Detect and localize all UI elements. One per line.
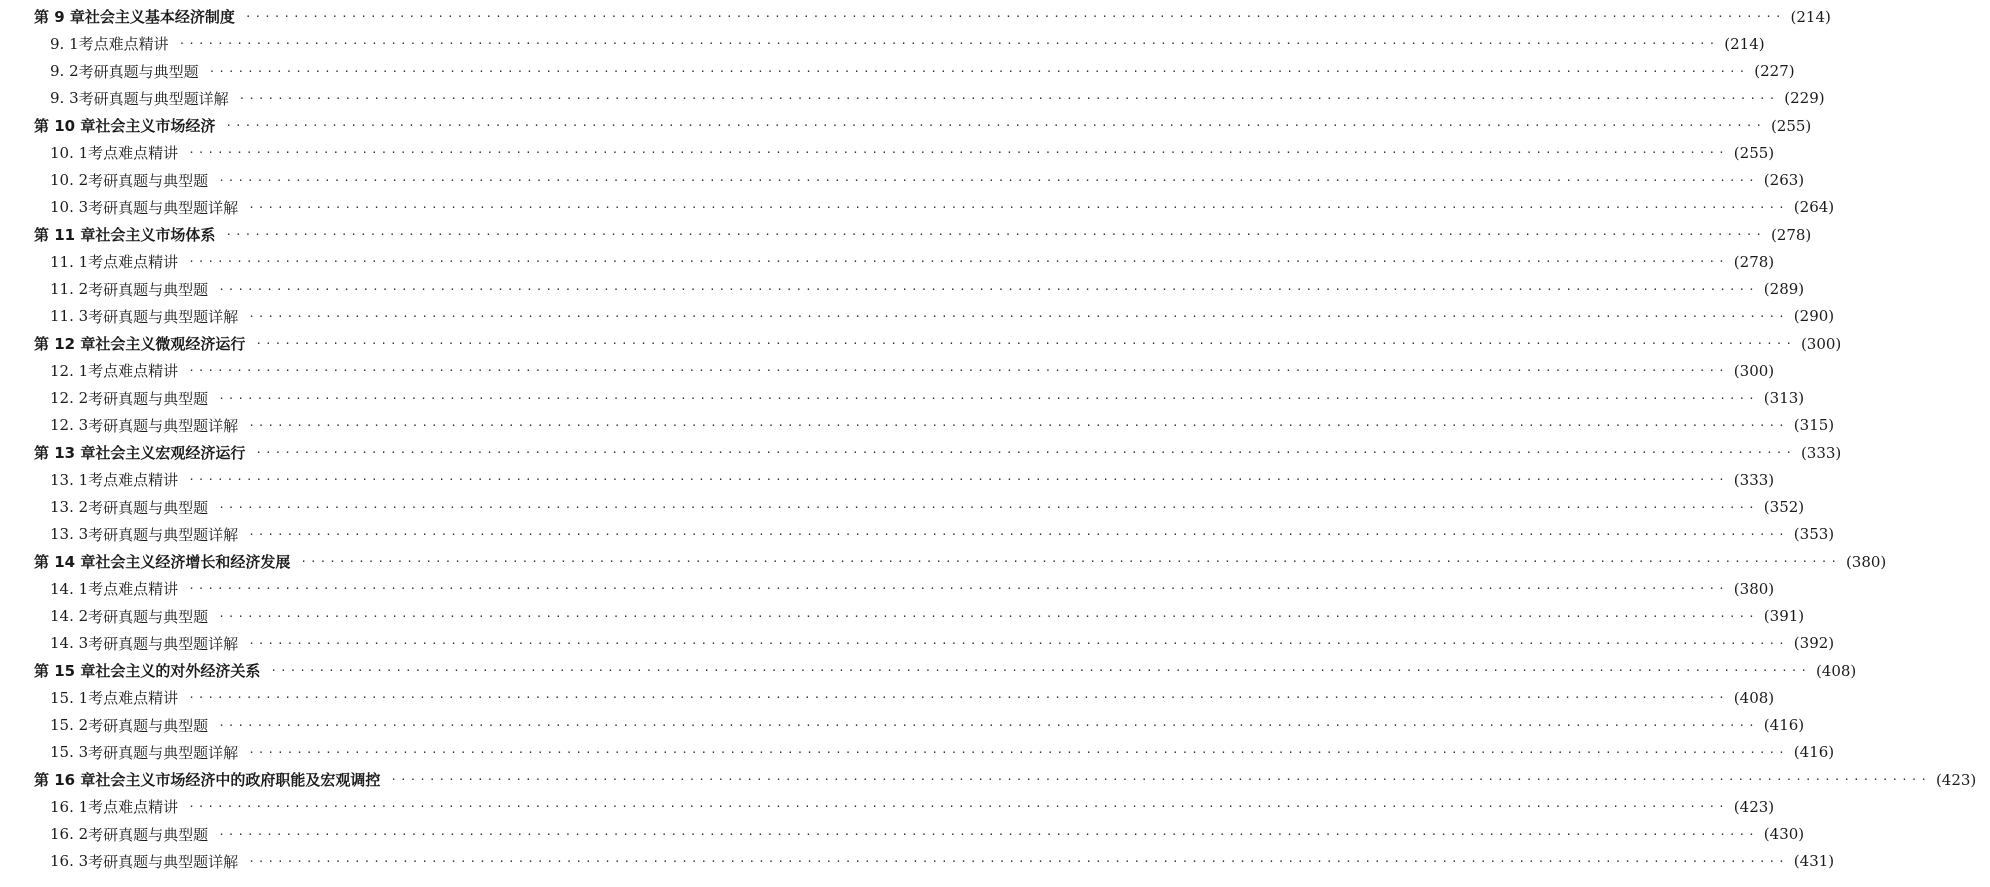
toc-section-entry[interactable] [0, 575, 1775, 602]
section-title: 考研真题与典型题 [78, 62, 199, 81]
chapter-title: 社会主义宏观经济运行 [95, 444, 246, 463]
dot-leader: ································································································································································ [225, 228, 1765, 242]
page-number: (391) [1763, 607, 1805, 626]
section-title: 考研真题与典型题 [88, 716, 209, 735]
chapter-title: 社会主义基本经济制度 [84, 8, 235, 27]
chapter-number: 第 11 章 [34, 226, 96, 245]
page-number: (353) [1793, 525, 1835, 544]
page-number: (227) [1754, 62, 1795, 81]
page-number: (278) [1733, 252, 1775, 271]
dot-leader: ································································································································································ [390, 773, 1930, 787]
dot-leader: ································································································································································ [248, 200, 1788, 214]
dot-leader: ································································································································································ [300, 555, 1840, 569]
page-number: (289) [1763, 280, 1805, 299]
page-number: (392) [1793, 634, 1835, 653]
page-number: (408) [1815, 661, 1857, 680]
page-number: (229) [1784, 89, 1825, 108]
page-number: (290) [1793, 307, 1835, 326]
toc-chapter-entry[interactable] [0, 657, 1857, 684]
section-number: 13. 1 [50, 470, 89, 489]
toc-chapter-entry[interactable] [0, 330, 1842, 357]
dot-leader: ································································································································································ [255, 337, 1795, 351]
section-title: 考研真题与典型题详解 [88, 525, 239, 544]
toc-section-entry[interactable] [0, 412, 1835, 439]
section-title: 考研真题与典型题详解 [88, 416, 239, 435]
section-number: 10. 2 [50, 171, 89, 190]
dot-leader: ································································································································································ [188, 691, 1728, 705]
dot-leader: ································································································································································ [248, 854, 1788, 868]
section-number: 14. 1 [50, 579, 89, 598]
section-title: 考研真题与典型题 [88, 607, 209, 626]
page-number: (431) [1793, 852, 1835, 871]
dot-leader: ································································································································································ [218, 718, 1758, 732]
chapter-number: 第 13 章 [34, 444, 96, 463]
chapter-number: 第 16 章 [34, 771, 96, 790]
section-title: 考点难点精讲 [88, 580, 179, 599]
dot-leader: ································································································································································ [225, 119, 1765, 133]
dot-leader: ································································································································································ [178, 37, 1719, 51]
section-title: 考研真题与典型题详解 [88, 307, 239, 326]
toc-chapter-entry[interactable] [0, 766, 1977, 793]
page-number: (278) [1770, 225, 1812, 244]
toc-section-entry[interactable] [0, 466, 1775, 493]
chapter-number: 第 10 章 [34, 117, 96, 136]
toc-section-entry[interactable] [0, 85, 1825, 112]
section-number: 15. 3 [50, 743, 89, 762]
toc-section-entry[interactable] [0, 194, 1835, 221]
chapter-number: 第 9 章 [34, 8, 85, 27]
toc-chapter-entry[interactable] [0, 112, 1812, 139]
page-number: (264) [1793, 198, 1835, 217]
page-number: (380) [1845, 552, 1887, 571]
section-title: 考研真题与典型题详解 [78, 89, 229, 108]
section-number: 9. 2 [50, 62, 79, 81]
dot-leader: ································································································································································ [270, 664, 1810, 678]
section-title: 考研真题与典型题 [88, 825, 209, 844]
chapter-title: 社会主义市场经济 [95, 117, 216, 136]
dot-leader: ································································································································································ [248, 527, 1788, 541]
dot-leader: ································································································································································ [255, 446, 1795, 460]
section-number: 12. 1 [50, 361, 89, 380]
section-number: 14. 2 [50, 607, 89, 626]
dot-leader: ································································································································································ [188, 255, 1728, 269]
toc-chapter-entry[interactable] [0, 221, 1812, 248]
page-number: (380) [1733, 579, 1775, 598]
section-number: 16. 2 [50, 825, 89, 844]
section-title: 考研真题与典型题详解 [88, 634, 239, 653]
section-number: 12. 3 [50, 416, 89, 435]
toc-section-entry[interactable] [0, 684, 1775, 711]
toc-section-entry[interactable] [0, 494, 1805, 521]
page-number: (423) [1935, 770, 1977, 789]
section-number: 13. 3 [50, 525, 89, 544]
section-number: 15. 2 [50, 716, 89, 735]
section-title: 考点难点精讲 [88, 471, 179, 490]
page-number: (255) [1770, 116, 1812, 135]
toc-section-entry[interactable] [0, 603, 1805, 630]
page-number: (263) [1763, 171, 1805, 190]
chapter-title: 社会主义市场体系 [95, 226, 216, 245]
page-number: (214) [1790, 7, 1831, 26]
section-title: 考研真题与典型题详解 [88, 198, 239, 217]
toc-chapter-entry[interactable] [0, 548, 1887, 575]
section-title: 考点难点精讲 [78, 35, 169, 54]
section-number: 12. 2 [50, 389, 89, 408]
page-number: (333) [1733, 470, 1775, 489]
dot-leader: ································································································································································ [248, 418, 1788, 432]
toc-section-entry[interactable] [0, 357, 1775, 384]
dot-leader: ································································································································································ [188, 800, 1728, 814]
page-number: (315) [1793, 416, 1835, 435]
page-number: (300) [1800, 334, 1842, 353]
section-number: 16. 1 [50, 797, 89, 816]
toc-section-entry[interactable] [0, 739, 1835, 766]
section-number: 14. 3 [50, 634, 89, 653]
section-number: 16. 3 [50, 852, 89, 871]
toc-section-entry[interactable] [0, 848, 1835, 875]
section-number: 10. 3 [50, 198, 89, 217]
dot-leader: ································································································································································ [188, 146, 1728, 160]
toc-section-entry[interactable] [0, 521, 1835, 548]
toc-chapter-entry[interactable] [0, 439, 1842, 466]
toc-section-entry[interactable] [0, 167, 1805, 194]
toc-section-entry[interactable] [0, 303, 1835, 330]
section-title: 考研真题与典型题 [88, 498, 209, 517]
section-number: 9. 1 [50, 34, 79, 53]
chapter-number: 第 12 章 [34, 335, 96, 354]
toc-section-entry[interactable] [0, 139, 1775, 166]
section-number: 9. 3 [50, 89, 79, 108]
section-number: 11. 3 [50, 307, 89, 326]
dot-leader: ································································································································································ [248, 636, 1788, 650]
toc-section-entry[interactable] [0, 248, 1775, 275]
section-title: 考点难点精讲 [88, 689, 179, 708]
chapter-number: 第 14 章 [34, 553, 96, 572]
dot-leader: ································································································································································ [218, 173, 1758, 187]
dot-leader: ································································································································································ [218, 827, 1758, 841]
toc-section-entry[interactable] [0, 793, 1775, 820]
page-number: (313) [1763, 389, 1805, 408]
dot-leader: ································································································································································ [188, 473, 1728, 487]
toc-section-entry[interactable] [0, 30, 1765, 57]
chapter-title: 社会主义市场经济中的政府职能及宏观调控 [95, 771, 381, 790]
dot-leader: ································································································································································ [244, 10, 1785, 24]
page-number: (408) [1733, 688, 1775, 707]
dot-leader: ································································································································································ [218, 282, 1758, 296]
section-title: 考点难点精讲 [88, 253, 179, 272]
dot-leader: ································································································································································ [218, 500, 1758, 514]
dot-leader: ································································································································································ [188, 582, 1728, 596]
section-number: 11. 2 [50, 280, 89, 299]
section-title: 考研真题与典型题详解 [88, 743, 239, 762]
section-title: 考研真题与典型题 [88, 280, 209, 299]
dot-leader: ································································································································································ [248, 309, 1788, 323]
chapter-title: 社会主义经济增长和经济发展 [95, 553, 291, 572]
toc-section-entry[interactable] [0, 712, 1805, 739]
section-title: 考研真题与典型题 [88, 171, 209, 190]
toc-chapter-entry[interactable] [0, 3, 1831, 30]
page-number: (352) [1763, 498, 1805, 517]
section-title: 考研真题与典型题详解 [88, 852, 239, 871]
toc-section-entry[interactable] [0, 58, 1795, 85]
chapter-number: 第 15 章 [34, 662, 96, 681]
dot-leader: ································································································································································ [218, 391, 1758, 405]
page-number: (423) [1733, 797, 1775, 816]
section-title: 考点难点精讲 [88, 798, 179, 817]
section-title: 考研真题与典型题 [88, 389, 209, 408]
toc-section-entry[interactable] [0, 385, 1805, 412]
section-number: 11. 1 [50, 252, 89, 271]
page-number: (416) [1763, 716, 1805, 735]
page-number: (300) [1733, 361, 1775, 380]
dot-leader: ································································································································································ [188, 364, 1728, 378]
page-number: (333) [1800, 443, 1842, 462]
chapter-title: 社会主义的对外经济关系 [95, 662, 261, 681]
page-number: (214) [1724, 34, 1765, 53]
toc-section-entry[interactable] [0, 630, 1835, 657]
dot-leader: ································································································································································ [238, 91, 1779, 105]
section-number: 13. 2 [50, 498, 89, 517]
page-number: (430) [1763, 825, 1805, 844]
section-number: 15. 1 [50, 688, 89, 707]
dot-leader: ································································································································································ [208, 64, 1749, 78]
section-number: 10. 1 [50, 143, 89, 162]
page-number: (255) [1733, 143, 1775, 162]
page-number: (416) [1793, 743, 1835, 762]
dot-leader: ································································································································································ [248, 745, 1788, 759]
section-title: 考点难点精讲 [88, 362, 179, 381]
section-title: 考点难点精讲 [88, 144, 179, 163]
toc-section-entry[interactable] [0, 276, 1805, 303]
chapter-title: 社会主义微观经济运行 [95, 335, 246, 354]
dot-leader: ································································································································································ [218, 609, 1758, 623]
toc-section-entry[interactable] [0, 821, 1805, 848]
